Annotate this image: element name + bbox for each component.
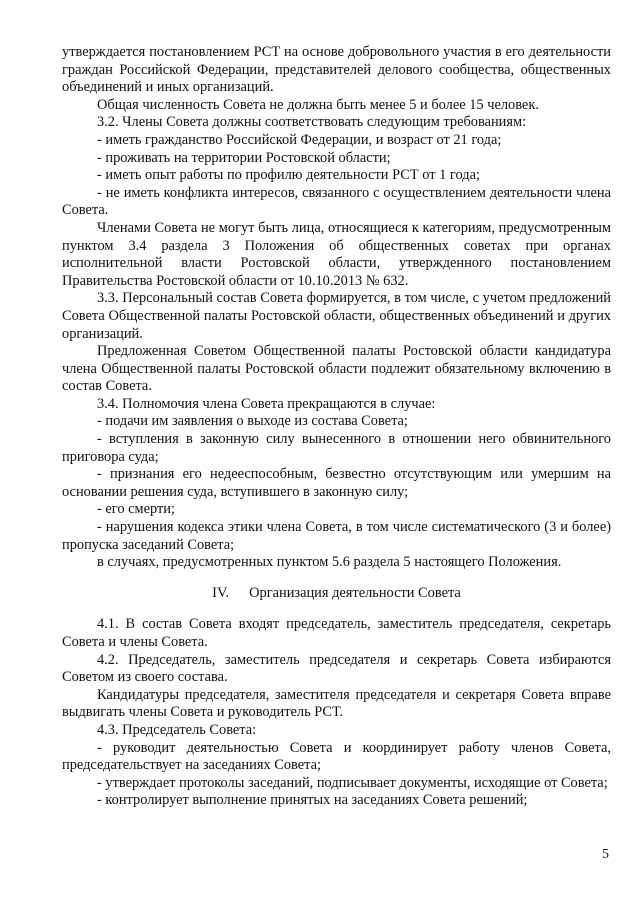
list-item: - подачи им заявления о выходе из состава Совета; [97,413,408,430]
list-item: - контролирует выполнение принятых на заседаниях Совета решений; [97,792,528,809]
list-item: в случаях, предусмотренных пунктом 5.6 раздела 5 настоящего Положения. [97,554,562,571]
section-number: IV. [212,584,230,601]
list-item: - его смерти; [97,501,175,518]
section-heading [62,585,611,603]
list-item: - иметь опыт работы по профилю деятельности РСТ от 1 года; [97,167,480,184]
paragraph: Предложенная Советом Общественной палаты Ростовской области кандидатура члена Общественной палаты Ростовской области подлежит обязательному включению в состав Совета. [62,343,611,395]
document-body [62,44,611,810]
list-item: - нарушения кодекса этики члена Совета, в том числе систематического (3 и более) пропуска заседаний Совета; [62,519,611,553]
list-item: - не иметь конфликта интересов, связанного с осуществлением деятельности члена Совета. [62,184,611,219]
paragraph: 3.2. Члены Совета должны соответствовать следующим требованиям: [97,114,527,131]
list-item: - вступления в законную силу вынесенного в отношении него обвинительного приговора суда; [62,431,611,465]
section-title: Организация деятельности Совета [249,584,461,601]
paragraph: 3.4. Полномочия члена Совета прекращаются в случае: [97,395,436,412]
list-item: - проживать на территории Ростовской области; [97,149,391,166]
list-item: - признания его недееспособным, безвестно отсутствующим или умершим на основании решения суда, вступившего в законную силу; [62,466,611,500]
paragraph: Общая численность Совета не должна быть менее 5 и более 15 человек. [97,96,539,113]
paragraph: Членами Совета не могут быть лица, относящиеся к категориям, предусмотренным пунктом 3.4 раздела 3 Положения об общественных советах при органах исполнительной власти Ростовской области, утвержденного постановлением Правительства Ростовской области от 10.10.2013 № 632. [62,219,611,289]
paragraph: Кандидатуры председателя, заместителя председателя и секретаря Совета вправе выдвигать члены Совета и руководитель РСТ. [62,686,611,721]
page-number: 5 [602,847,609,862]
list-item: - утверждает протоколы заседаний, подписывает документы, исходящие от Совета; [97,774,608,791]
paragraph: 4.2. Председатель, заместитель председателя и секретарь Совета избираются Советом из своего состава. [62,651,611,686]
list-item: - иметь гражданство Российской Федерации, и возраст от 21 года; [97,131,502,148]
paragraph: 3.3. Персональный состав Совета формируется, в том числе, с учетом предложений Совета Общественной палаты Ростовской области, общественных объединений и других организаций. [62,290,611,342]
paragraph: 4.3. Председатель Совета: [97,721,257,738]
paragraph: утверждается постановлением РСТ на основе добровольного участия в его деятельности граждан Российской Федерации, представителей делового сообщества, общественных объединений и иных организаций. [62,44,611,96]
paragraph: 4.1. В состав Совета входят председатель, заместитель председателя, секретарь Совета и члены Совета. [62,616,611,650]
list-item: - руководит деятельностью Совета и координирует работу членов Совета, председательствует на заседаниях Совета; [62,739,611,774]
